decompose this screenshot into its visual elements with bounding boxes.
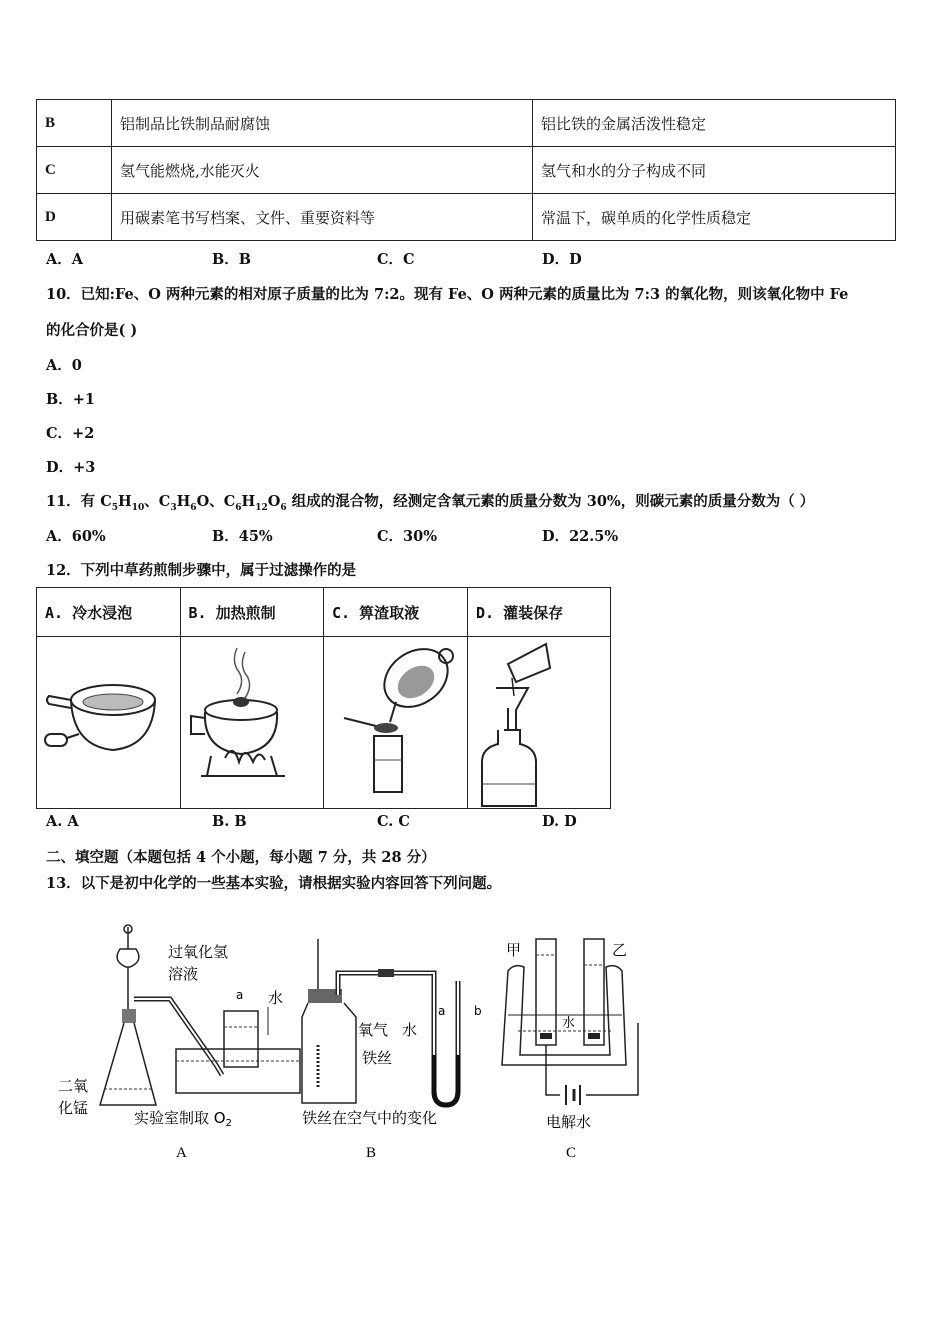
q12-option-d: D. D: [542, 813, 577, 830]
caption-b: 铁丝在空气中的变化: [302, 1109, 438, 1127]
table-row: [37, 194, 896, 241]
q11-text: 、C: [144, 493, 171, 510]
q11-text: H: [118, 493, 132, 510]
section-heading: 二、填空题（本题包括 4 个小题，每小题 7 分，共 28 分）: [46, 849, 436, 866]
figure-c: [502, 939, 638, 1161]
q11-text: H: [241, 493, 256, 510]
table-cell: 铝比铁的金属活泼性稳定: [533, 100, 896, 147]
q10-option-d: D．+3: [46, 459, 96, 476]
label-reagent-line1: 过氧化氢: [168, 943, 229, 961]
table-cell: C: [37, 147, 112, 194]
q9-option-c: C．C: [377, 251, 415, 268]
q9-option-d: D．D: [542, 251, 582, 268]
label-mno2-line1: 二氧: [58, 1077, 89, 1095]
q11-text: 组成的混合物，经测定含氧元素的质量分数为 30%，则碳元素的质量分数为（ ）: [286, 493, 815, 510]
q13-stem: 13．以下是初中化学的一些基本实验，请根据实验内容回答下列问题。: [46, 875, 502, 892]
q11-stem: [46, 490, 814, 513]
label-oxygen: 氧气: [358, 1021, 389, 1039]
q11-text: H: [176, 493, 191, 510]
q10-option-b: B．+1: [46, 391, 95, 408]
caption-text: 实验室制取 O: [134, 1109, 226, 1127]
bottling-illustration: [468, 637, 611, 809]
figure-letter-b: B: [366, 1145, 377, 1161]
table-cell: A. 冷水浸泡: [37, 588, 181, 637]
soaking-illustration: [37, 637, 181, 809]
table-cell: 用碳素笔书写档案、文件、重要资料等: [112, 194, 533, 241]
q12-option-c: C. C: [377, 813, 410, 830]
label-jia: 甲: [506, 941, 522, 959]
figure-a: [58, 925, 300, 1161]
label-water: 水: [402, 1021, 418, 1039]
label-water: 水: [562, 1016, 576, 1031]
q11-text: O、C: [196, 493, 236, 510]
q11-option-a: A．60%: [46, 528, 106, 545]
subscript: 10: [131, 502, 145, 513]
q11-text: O: [267, 493, 281, 510]
table-cell: 氢气和水的分子构成不同: [533, 147, 896, 194]
label-yi: 乙: [612, 941, 628, 959]
label-water: 水: [268, 989, 284, 1007]
table-cell: 铝制品比铁制品耐腐蚀: [112, 100, 533, 147]
boiling-illustration: [180, 637, 324, 809]
label-a: a: [438, 1004, 446, 1018]
q10-option-a: A．0: [46, 357, 82, 374]
q11-option-c: C．30%: [377, 528, 437, 545]
figure-letter-a: A: [176, 1145, 187, 1161]
q9-option-b: B．B: [212, 251, 252, 268]
table-cell: D: [37, 194, 112, 241]
q12-option-a: A. A: [46, 813, 79, 830]
subscript: 6: [190, 502, 197, 513]
q11-text: 11．有 C: [46, 493, 112, 510]
subscript: 6: [280, 502, 287, 513]
caption-a: [134, 1109, 232, 1129]
q10-stem-line2: 的化合价是( ): [46, 322, 138, 339]
label-a: a: [236, 988, 244, 1002]
table-row: [37, 147, 896, 194]
q9-table: [36, 99, 896, 241]
q11-option-d: D．22.5%: [542, 528, 619, 545]
subscript: 3: [170, 502, 177, 513]
label-mno2-line2: 化锰: [58, 1099, 89, 1117]
figure-letter-c: C: [566, 1145, 577, 1161]
q12-stem: 12．下列中草药煎制步骤中，属于过滤操作的是: [46, 562, 357, 579]
subscript: 12: [255, 502, 268, 513]
q9-option-a: A．A: [46, 251, 84, 268]
subscript: 5: [111, 502, 119, 513]
q12-option-b: B. B: [212, 813, 247, 830]
subscript: 6: [235, 502, 242, 513]
table-cell: 氢气能燃烧,水能灭火: [112, 147, 533, 194]
label-iron-wire: 铁丝: [362, 1049, 393, 1067]
q10-option-c: C．+2: [46, 425, 95, 442]
caption-c: 电解水: [546, 1113, 592, 1131]
caption-subscript: 2: [225, 1118, 232, 1129]
table-row: [37, 588, 611, 637]
filtering-illustration: [324, 637, 468, 809]
table-cell: C. 箅渣取液: [324, 588, 468, 637]
q13-figures: [40, 915, 660, 1175]
table-cell: 常温下，碳单质的化学性质稳定: [533, 194, 896, 241]
table-cell: D. 灌装保存: [468, 588, 611, 637]
table-cell: B. 加热煎制: [180, 588, 324, 637]
figure-b: [302, 939, 482, 1161]
q11-option-b: B．45%: [212, 528, 273, 545]
table-row: [37, 100, 896, 147]
q12-table: [36, 587, 611, 809]
q10-stem-line1: 10．已知:Fe、O 两种元素的相对原子质量的比为 7:2。现有 Fe、O 两种元素的质量比为 7:3 的氧化物，则该氧化物中 Fe: [46, 286, 849, 303]
label-b: b: [474, 1004, 482, 1018]
label-reagent-line2: 溶液: [168, 965, 199, 983]
table-cell: B: [37, 100, 112, 147]
table-row: [37, 637, 611, 809]
